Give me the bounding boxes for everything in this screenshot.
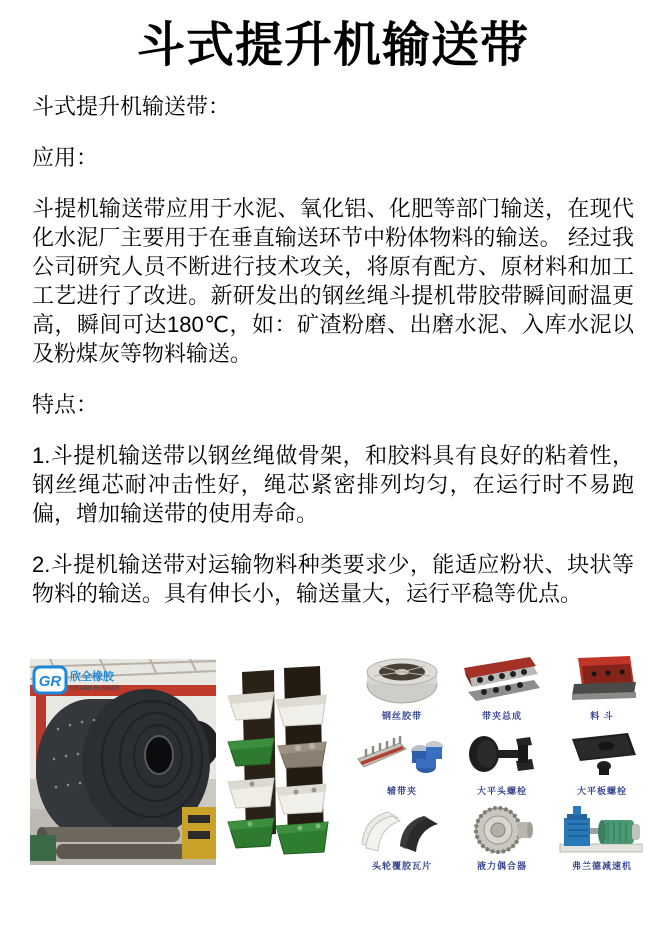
article-body [32, 92, 634, 630]
product-label: 料 斗 [590, 711, 614, 721]
application-paragraph: 斗提机输送带应用于水泥、氧化铝、化肥等部门输送，在现代化水泥厂主要用于在垂直输送环节中粉体物料的输送。 经过我公司研究人员不断进行技术攻关，将原有配方、原材料和加工工艺进行了改进。新研发出的钢丝绳斗提机带胶带瞬间耐温更高，瞬间可达180℃，如：矿渣粉磨、出磨水泥、入库水泥以及粉煤灰等物料输送。 [32, 196, 634, 366]
auxiliary-belt-clamp-icon [354, 729, 450, 781]
features-heading: 特点： [32, 392, 99, 417]
product-item [552, 729, 652, 797]
bucket-bronze [278, 742, 326, 768]
buckets-board-illustration [226, 666, 340, 856]
hopper-icon [554, 654, 650, 706]
flat-head-bolt-icon [454, 729, 550, 781]
pulley-lagging-tile-icon [354, 804, 450, 856]
product-label: 大平头螺栓 [476, 786, 527, 796]
logo-name-en: GRAND RUBBER [70, 686, 120, 692]
product-item [352, 729, 452, 797]
product-item [352, 804, 452, 872]
bucket-white-4 [276, 784, 326, 814]
logo-name-cn: 欣全橡胶 [70, 671, 114, 683]
product-gallery [30, 654, 654, 872]
product-label: 带夹总成 [481, 711, 522, 721]
bucket-green-2 [228, 818, 274, 848]
product-label: 弗兰德减速机 [571, 861, 632, 871]
product-label: 辅带夹 [386, 786, 417, 796]
roll-core-hole [145, 736, 173, 774]
fluid-coupling-icon [454, 804, 550, 856]
product-grid [352, 654, 652, 872]
bucket-green-1 [228, 738, 274, 766]
bucket-white-3 [228, 778, 274, 808]
flat-plate-bolt-icon [554, 729, 650, 781]
product-label: 大平板螺栓 [576, 786, 627, 796]
feature-paragraph-2: 2.斗提机输送带对运输物料种类要求少，能适应粉状、块状等物料的输送。具有伸长小，输送量大，运行平稳等优点。 [32, 552, 634, 606]
bucket-white-2 [276, 695, 326, 726]
product-label: 钢丝胶带 [381, 711, 422, 721]
application-heading: 应用： [32, 145, 99, 170]
belt-roll-factory-photo [30, 659, 216, 865]
elevator-buckets-photo [226, 666, 340, 856]
flender-reducer-icon [554, 804, 650, 856]
product-item [552, 654, 652, 722]
belt-clamp-assembly-icon [454, 654, 550, 706]
belt-roll-photo-illustration [30, 659, 216, 865]
product-item [452, 654, 552, 722]
steel-cord-belt-icon [354, 654, 450, 706]
product-item [452, 804, 552, 872]
product-label: 液力偶合器 [476, 861, 527, 871]
bucket-green-3 [276, 822, 328, 854]
product-item [452, 729, 552, 797]
product-item [352, 654, 452, 722]
product-item [552, 804, 652, 872]
feature-paragraph-1: 1.斗提机输送带以钢丝绳做骨架，和胶料具有良好的粘着性，钢丝绳芯耐冲击性好，绳芯紧密排列均匀，在运行时不易跑偏，增加输送带的使用寿命。 [32, 443, 634, 526]
page-title: 斗式提升机输送带 [136, 19, 529, 72]
grand-rubber-logo [34, 667, 120, 693]
logo-gr-monogram: GR [38, 673, 62, 690]
intro-line: 斗式提升机输送带： [32, 94, 231, 119]
product-label: 头轮覆胶瓦片 [371, 861, 432, 871]
bucket-white-1 [228, 692, 274, 720]
